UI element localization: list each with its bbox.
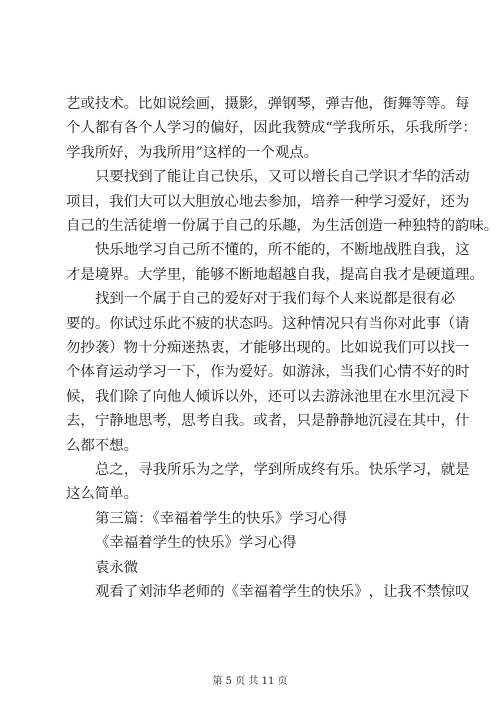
text-line: 第三篇：《幸福着学生的快乐》学习心得 bbox=[95, 510, 347, 527]
text-line: 总 之 ， 寻 我 所 乐 为 之 学 ， 学 到 所 成 终 有 乐 。 快 乐 学 习 ， 就 是 bbox=[95, 462, 470, 478]
text-line: 只 要 找 到 了 能 让 自 己 快 乐 ， 又 可 以 增 长 自 己 学 识 才 华 的 活 动 bbox=[95, 169, 470, 186]
text-line: 去 ， 宁 静 地 思 考 ， 思 考 自 我 。 或 者 ， 只 是 静 静 地 沉 浸 在 其 中 ， 什 bbox=[66, 413, 470, 430]
text-line: 自 己 的 生 活 徒 增 一 份 属 于 自 己 的 乐 趣 ， 为 生 活 创 造 一 种 独 特 的 韵 味 。 bbox=[66, 218, 499, 234]
text-line: 才 是 境 界 。 大 学 里 ， 能 够 不 断 地 超 越 自 我 ， 提 高 自 我 才 是 硬 道 理 。 bbox=[66, 266, 484, 283]
text-line: 个 人 都 有 各 个 人 学 习 的 偏 好 ， 因 此 我 赞 成 “ 学 我 所 乐 ， 乐 我 所 学 ： bbox=[66, 120, 477, 137]
text-line: 学我所好，为我所用”这样的一个观点。 bbox=[66, 144, 318, 161]
text-line: 这么简单。 bbox=[66, 486, 138, 503]
text-line: 个 体 育 运 动 学 习 一 下 ， 作 为 爱 好 。 如 游 泳 ， 当 我 们 心 情 不 好 的 时 bbox=[66, 364, 470, 381]
text-line: 勿 抄 袭 ） 物 十 分 痴 迷 热 衷 ， 才 能 够 出 现 的 。 比 如 说 我 们 可 以 找 一 bbox=[66, 340, 470, 356]
text-line: 袁永微 bbox=[95, 559, 139, 576]
text-line: 候 ， 我 们 除 了 向 他 人 倾 诉 以 外 ， 还 可 以 去 游 泳 池 里 在 水 里 沉 浸 下 bbox=[66, 388, 470, 405]
text-line: 项 目 ， 我 们 大 可 以 大 胆 放 心 地 去 参 加 ， 培 养 一 种 学 习 爱 好 ， 还 为 bbox=[66, 193, 470, 210]
text-line: 么都不想。 bbox=[66, 437, 138, 454]
text-line: 快 乐 地 学 习 自 己 所 不 懂 的 ， 所 不 能 的 ， 不 断 地 战 胜 自 我 ， 这 bbox=[95, 242, 470, 259]
text-line: 观 看 了 刘 沛 华 老 师 的 《 幸 福 着 学 生 的 快 乐 》 ， 让 我 不 禁 惊 叹 bbox=[95, 584, 470, 600]
text-line: 《幸福着学生的快乐》学习心得 bbox=[95, 535, 297, 552]
text-line: 艺 或 技 术 。 比 如 说 绘 画 ， 摄 影 ， 弹 钢 琴 ， 弹 吉 他 ， 街 舞 等 等 。 每 bbox=[66, 96, 470, 112]
page-footer: 第 5 页 共 11 页 bbox=[212, 676, 288, 687]
text-line: 找 到 一 个 属 于 自 己 的 爱 好 对 于 我 们 每 个 人 来 说 都 是 很 有 必 bbox=[95, 291, 456, 308]
text-line: 要 的 。 你 试 过 乐 此 不 疲 的 状 态 吗 。 这 种 情 况 只 有 当 你 对 此 事 （ 请 bbox=[66, 315, 470, 332]
